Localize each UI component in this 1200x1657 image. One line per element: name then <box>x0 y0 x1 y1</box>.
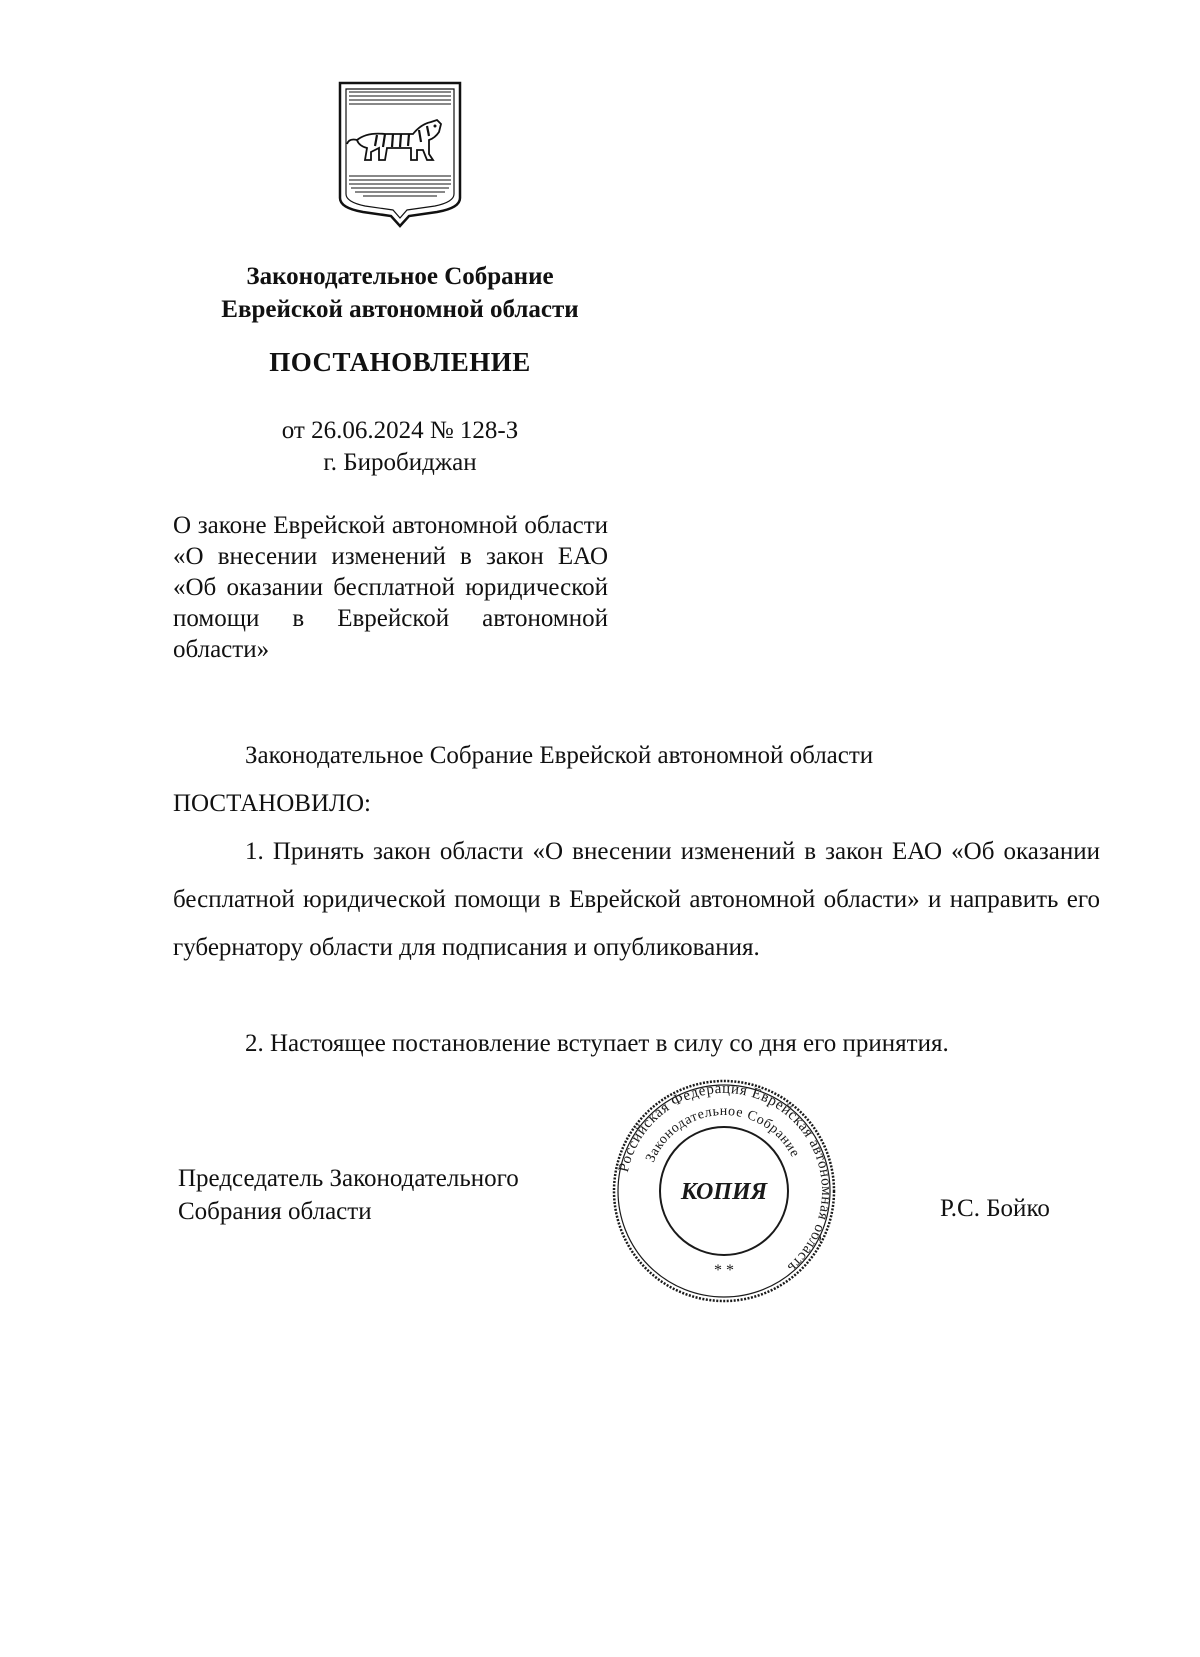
seal-stars: * * <box>714 1262 734 1279</box>
seal-inner-text: Законодательное Собрание <box>643 1103 803 1165</box>
signatory-title-line-1: Председатель Законодательного <box>178 1165 519 1192</box>
official-seal-stamp <box>608 1075 840 1307</box>
org-line-2: Еврейской автономной области <box>221 296 579 323</box>
document-type: ПОСТАНОВЛЕНИЕ <box>269 347 531 377</box>
city: г. Биробиджан <box>323 449 477 476</box>
enactment-intro: Законодательное Собрание Еврейской автономной области <box>245 742 874 769</box>
signatory-title <box>178 1162 598 1228</box>
seal-center-text: КОПИЯ <box>680 1179 768 1205</box>
document-subject: О законе Еврейской автономной области «О внесении изменений в закон ЕАО «Об оказании бесплатной юридической помощи в Еврейской автономной области» <box>173 512 608 663</box>
date-and-number: от 26.06.2024 № 128-З <box>281 417 519 444</box>
signatory-title-line-2: Собрания области <box>178 1198 372 1225</box>
resolution-item-1: 1. Принять закон области «О внесении изменений в закон ЕАО «Об оказании бесплатной юридической помощи в Еврейской автономной области» и направить его губернатору области для подписания и опубликования. <box>173 838 1100 961</box>
signatory-name: Р.С. Бойко <box>940 1195 1050 1222</box>
org-line-1: Законодательное Собрание <box>246 263 554 290</box>
resolution-item-2: 2. Настоящее постановление вступает в силу со дня его принятия. <box>245 1030 949 1057</box>
issuing-body <box>150 260 650 326</box>
coat-of-arms-emblem <box>337 80 463 228</box>
enactment-verb: ПОСТАНОВИЛО: <box>173 790 371 817</box>
seal-outer-text: Российская Федерация Еврейская автономная область <box>615 1080 835 1276</box>
